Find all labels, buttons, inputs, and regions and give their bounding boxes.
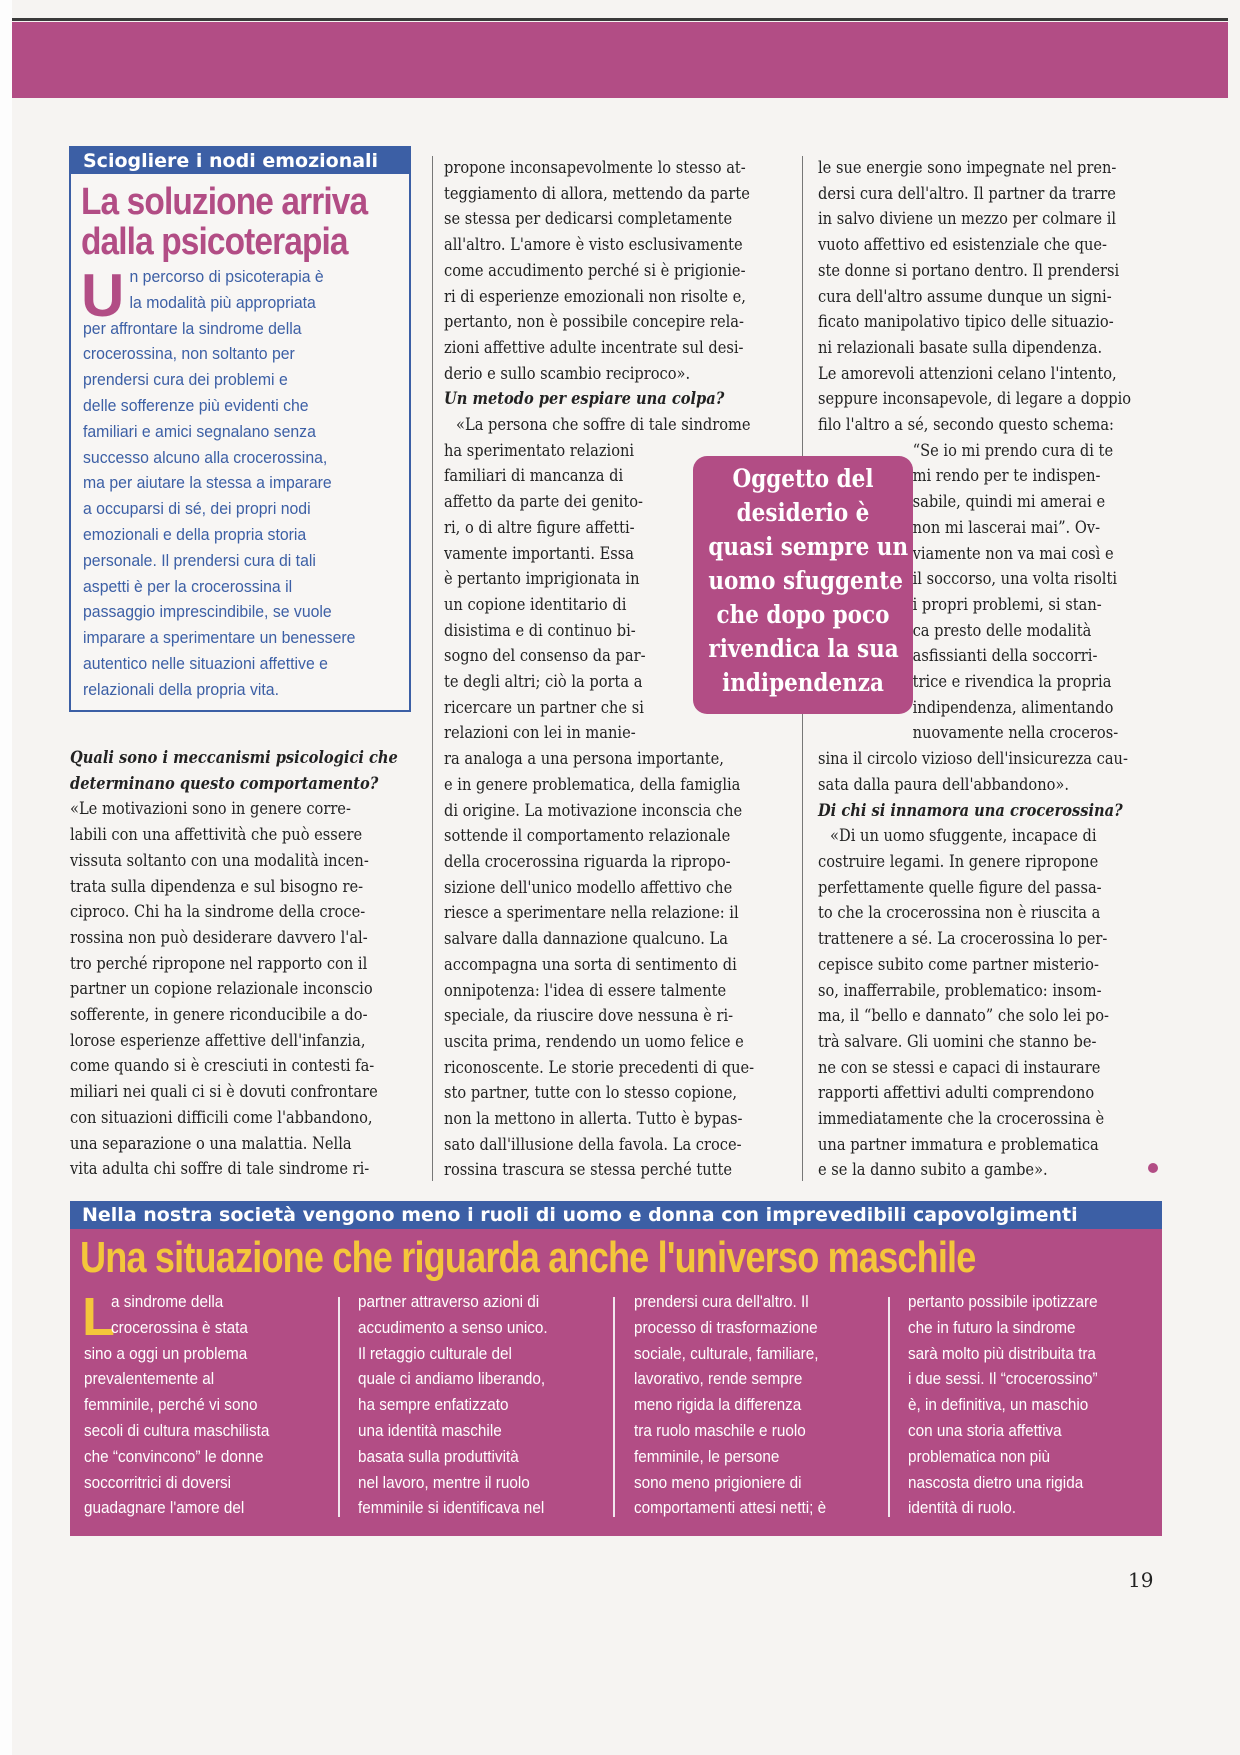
end-of-article-dot	[1148, 1163, 1158, 1173]
text-line: prendersi cura dell'altro. Il	[634, 1292, 809, 1311]
box-line: ma per aiutare la stessa a imparare	[83, 473, 332, 493]
text-line: seppure inconsapevole, di legare a doppio	[818, 389, 1132, 410]
text-line: ha sperimentato relazioni	[444, 440, 635, 461]
text-line: sogno del consenso da par-	[444, 646, 646, 667]
text-line: cura dell'altro assume dunque un signi-	[818, 286, 1112, 307]
box-line: n percorso di psicoterapia è	[129, 267, 324, 286]
box-line: passaggio imprescindibile, se vuole	[83, 602, 332, 622]
text-line: ricercare un partner che si	[444, 697, 644, 718]
bottom-column-3	[634, 1289, 874, 1521]
text-line: vamente importanti. Essa	[444, 543, 635, 564]
bottom-box-universo-maschile	[70, 1201, 1162, 1536]
text-line: riesce a sperimentare nella relazione: il	[444, 903, 739, 924]
text-line: sato dall'illusione della favola. La croce-	[444, 1134, 742, 1155]
top-rule	[12, 18, 1228, 21]
box-line: imparare a sperimentare un benessere	[83, 628, 356, 648]
text-line: perfettamente quelle figure del passa-	[818, 877, 1102, 898]
text-line: costruire legami. In genere ripropone	[818, 851, 1099, 872]
text-line: Il retaggio culturale del	[358, 1343, 512, 1363]
text-line: tro perché ripropone nel rapporto con il	[70, 953, 368, 974]
text-line: salvare dalla dannazione qualcuno. La	[444, 929, 728, 950]
pull-quote-line: quasi sempre un	[708, 532, 909, 561]
text-line: cepisce subito come partner misterio-	[818, 954, 1099, 975]
text-line: trattenere a sé. La crocerossina lo per-	[818, 929, 1108, 950]
text-line: sino a oggi un problema	[84, 1343, 248, 1363]
scan-edge	[0, 0, 12, 1755]
text-line: ma, il “bello e dannato” che solo lei po-	[818, 1006, 1109, 1027]
box-line: emozionali e della propria storia	[83, 524, 307, 544]
text-line: meno rigida la differenza	[634, 1395, 802, 1415]
column-1	[70, 746, 414, 1183]
text-line: nascosta dietro una rigida	[908, 1472, 1084, 1492]
text-line: è pertanto imprigionata in	[444, 569, 640, 590]
text-line: disistima e di continuo bi-	[444, 620, 636, 641]
text-line: lorose esperienze affettive dell'infanzia,	[70, 1030, 366, 1051]
bottom-column-divider	[613, 1297, 615, 1517]
box-line: prendersi cura dei problemi e	[83, 370, 288, 390]
text-line: processo di trasformazione	[634, 1317, 818, 1337]
column-divider	[432, 156, 433, 1181]
box-title-line: La soluzione arriva	[81, 181, 368, 223]
box-line: personale. Il prendersi cura di tali	[83, 550, 316, 570]
text-line: crocerossina è stata	[111, 1317, 248, 1337]
text-line: sizione dell'unico modello affettivo che	[444, 877, 733, 898]
text-line: se stessa per dedicarsi completamente	[444, 209, 733, 230]
text-line: in salvo diviene un mezzo per colmare il	[818, 209, 1117, 230]
box-line: relazionali della propria vita.	[83, 679, 279, 699]
text-line: ni relazionali basate sulla dipendenza.	[818, 337, 1103, 358]
text-line: zioni affettive adulte incentrate sul desi-	[444, 337, 744, 358]
text-line: una separazione o una malattia. Nella	[70, 1133, 352, 1154]
box-title	[81, 182, 371, 262]
text-line: to che la crocerossina non è riuscita a	[818, 903, 1101, 924]
text-line: ri di esperienze emozionali non risolte e,	[444, 286, 746, 307]
bottom-column-2	[358, 1289, 598, 1521]
text-line: sarà molto più distribuita tra	[908, 1343, 1096, 1363]
text-line: sono meno prigioniere di	[634, 1472, 802, 1492]
text-line: propone inconsapevolmente lo stesso at-	[444, 158, 746, 178]
text-line: comportamenti attesi netti; è	[634, 1498, 827, 1518]
text-line: indipendenza, alimentando	[912, 697, 1114, 718]
box-kicker: Sciogliere i nodi emozionali	[71, 148, 409, 174]
text-line: femminile, le persone	[634, 1446, 780, 1466]
text-line: lavorativo, rende sempre	[634, 1369, 803, 1389]
text-line: un copione identitario di	[444, 594, 627, 615]
text-line: i due sessi. Il “crocerossino”	[908, 1369, 1098, 1389]
text-line: femminile si identificava nel	[358, 1498, 545, 1518]
text-line: riconoscente. Le storie precedenti di que-	[444, 1057, 755, 1078]
text-line: basata sulla produttività	[358, 1446, 519, 1466]
pull-quote-line: che dopo poco	[716, 600, 890, 629]
text-line: trice e rivendica la propria	[912, 672, 1112, 693]
box-line: successo alcuno alla crocerossina,	[83, 447, 328, 467]
text-line: filo l'altro a sé, secondo questo schema:	[818, 415, 1114, 436]
text-line: «Di un uomo sfuggente, incapace di	[830, 826, 1097, 847]
text-line: partner attraverso azioni di	[358, 1292, 540, 1311]
text-line: onnipotenza: l'idea di essere talmente	[444, 980, 727, 1001]
text-line: della crocerossina riguarda la ripropo-	[444, 851, 731, 872]
text-line: soccorritrici di doversi	[84, 1472, 232, 1492]
sidebar-box-psicoterapia	[69, 146, 411, 712]
text-line: a sindrome della	[111, 1292, 224, 1311]
text-line: vissuta soltanto con una modalità incen-	[70, 850, 369, 871]
text-line: come quando si è cresciuti in contesti fa-	[70, 1056, 375, 1077]
bottom-column-4	[908, 1289, 1148, 1521]
text-line: non la mettono in allerta. Tutto è bypas-	[444, 1109, 743, 1130]
text-line: asfissianti della soccorri-	[912, 646, 1098, 667]
text-line: vuoto affettivo ed esistenziale che que-	[818, 235, 1107, 256]
question-heading: Un metodo per espiare una colpa?	[444, 389, 725, 410]
box-title-line: dalla psicoterapia	[81, 221, 348, 263]
text-line: sottende il comportamento relazionale	[444, 826, 731, 847]
text-line: e in genere problematica, della famiglia	[444, 774, 741, 795]
text-line: sata dalla paura dell'abbandono».	[818, 774, 1070, 795]
bottom-column-divider	[888, 1297, 890, 1517]
text-line: mi rendo per te indispen-	[912, 466, 1101, 487]
box-line: crocerossina, non soltanto per	[83, 344, 295, 364]
pull-quote-line: uomo sfuggente	[708, 566, 903, 595]
text-line: nel lavoro, mentre il ruolo	[358, 1472, 530, 1492]
box-line: delle sofferenze più evidenti che	[83, 395, 309, 415]
text-line: problematica non più	[908, 1446, 1051, 1466]
text-line: te degli altri; ciò la porta a	[444, 672, 643, 693]
text-line: che “convincono” le donne	[84, 1446, 264, 1466]
text-line: pertanto, non è possibile concepire rela-	[444, 312, 744, 333]
box-line: la modalità più appropriata	[129, 292, 316, 312]
text-line: speciale, da riuscire dove nessuna è ri-	[444, 1006, 734, 1027]
text-line: trà salvare. Gli uomini che stanno be-	[818, 1031, 1097, 1052]
page-number: 19	[1128, 1568, 1154, 1592]
text-line: “Se io mi prendo cura di te	[912, 440, 1114, 461]
text-line: ciproco. Chi ha la sindrome della croce-	[70, 902, 366, 923]
text-line: i propri problemi, si stan-	[912, 594, 1102, 615]
text-line: sabile, quindi mi amerai e	[912, 492, 1106, 513]
text-line: non mi lascerai mai”. Ov-	[912, 517, 1101, 538]
bottom-dropcap: L	[82, 1287, 115, 1347]
text-line: affetto da parte dei genito-	[444, 492, 643, 513]
text-line: relazioni con lei in manie-	[444, 723, 636, 744]
text-line: con una storia affettiva	[908, 1420, 1062, 1440]
bottom-column-1	[84, 1289, 324, 1521]
text-line: sociale, culturale, familiare,	[634, 1343, 819, 1363]
text-line: rossina non può desiderare davvero l'al-	[70, 927, 368, 948]
box-line: a occuparsi di sé, dei propri nodi	[83, 499, 311, 519]
pull-quote-line: desiderio è	[736, 498, 870, 527]
text-line: di origine. La motivazione inconscia che	[444, 800, 743, 821]
text-line: uscita prima, rendendo un uomo felice e	[444, 1031, 744, 1052]
text-line: sina il circolo vizioso dell'insicurezza cau-	[818, 749, 1128, 770]
text-line: prevalentemente al	[84, 1369, 215, 1389]
box-dropcap: U	[81, 262, 125, 329]
text-line: nuovamente nella croceros-	[912, 723, 1119, 744]
text-line: familiari di mancanza di	[444, 466, 624, 487]
text-line: con situazioni difficili come l'abbandono,	[70, 1107, 373, 1128]
text-line: secoli di cultura maschilista	[84, 1420, 270, 1440]
text-line: accompagna una sorta di sentimento di	[444, 954, 737, 975]
pull-quote	[693, 456, 913, 714]
text-line: so, inafferrabile, problematico: insom-	[818, 980, 1102, 1001]
text-line: femminile, perché vi sono	[84, 1395, 258, 1415]
box-line: aspetti è per la crocerossina il	[83, 576, 293, 596]
text-line: Le amorevoli attenzioni celano l'intento,	[818, 363, 1117, 384]
question-heading: determinano questo comportamento?	[70, 773, 379, 794]
pull-quote-line: rivendica la sua	[708, 634, 899, 663]
text-line: viamente non va mai così e	[912, 543, 1114, 564]
header-band	[12, 22, 1228, 98]
bottom-title: Una situazione che riguarda anche l'universo maschile	[80, 1233, 976, 1282]
text-line: ri, o di altre figure affetti-	[444, 517, 635, 538]
text-line: ca presto delle modalità	[912, 620, 1092, 641]
text-line: il soccorso, una volta risolti	[912, 569, 1118, 590]
text-line: labili con una affettività che può essere	[70, 825, 363, 846]
text-line: quale ci andiamo liberando,	[358, 1369, 546, 1389]
text-line: «La persona che soffre di tale sindrome	[456, 415, 751, 436]
text-line: guadagnare l'amore del	[84, 1498, 245, 1518]
text-line: una partner immatura e problematica	[818, 1134, 1099, 1155]
text-line: tra ruolo maschile e ruolo	[634, 1420, 806, 1440]
text-line: ra analoga a una persona importante,	[444, 749, 724, 770]
text-line: che in futuro la sindrome	[908, 1317, 1076, 1337]
text-line: derio e sullo scambio reciproco».	[444, 363, 691, 384]
text-line: ste donne si portano dentro. Il prendersi	[818, 260, 1120, 281]
text-line: sto partner, tutte con lo stesso copione,	[444, 1083, 738, 1104]
bottom-kicker: Nella nostra società vengono meno i ruoli di uomo e donna con imprevedibili capovolgimenti	[70, 1201, 1162, 1229]
text-line: all'altro. L'amore è visto esclusivamente	[444, 235, 743, 256]
text-line: sofferente, in genere riconducibile a do-	[70, 1005, 368, 1026]
text-line: vita adulta chi soffre di tale sindrome ri-	[70, 1159, 370, 1180]
text-line: è, in definitiva, un maschio	[908, 1395, 1089, 1415]
text-line: «Le motivazioni sono in genere corre-	[70, 799, 351, 820]
text-line: accudimento a senso unico.	[358, 1317, 548, 1337]
text-line: come accudimento perché si è prigionie-	[444, 260, 746, 281]
text-line: ficato manipolativo tipico delle situazio-	[818, 312, 1114, 333]
text-line: immediatamente che la crocerossina è	[818, 1109, 1105, 1130]
pull-quote-line: Oggetto del	[732, 464, 874, 493]
text-line: trata sulla dipendenza e sul bisogno re-	[70, 876, 364, 897]
box-line: per affrontare la sindrome della	[83, 318, 302, 338]
text-line: rapporti affettivi adulti comprendono	[818, 1083, 1095, 1104]
text-line: una identità maschile	[358, 1420, 502, 1440]
bottom-column-divider	[338, 1297, 340, 1517]
text-line: ne con se stessi e capaci di instaurare	[818, 1057, 1101, 1078]
question-heading: Di chi si innamora una crocerossina?	[818, 800, 1123, 821]
text-line: e se la danno subito a gambe».	[818, 1160, 1048, 1181]
question-heading: Quali sono i meccanismi psicologici che	[70, 748, 398, 768]
text-line: dersi cura dell'altro. Il partner da trarre	[818, 183, 1116, 204]
text-line: miliari nei quali ci si è dovuti confrontare	[70, 1082, 378, 1103]
box-line: familiari e amici segnalano senza	[83, 421, 316, 441]
text-line: identità di ruolo.	[908, 1498, 1017, 1518]
text-line: rossina trascura se stessa perché tutte	[444, 1160, 733, 1181]
text-line: partner un copione relazionale inconscio	[70, 979, 373, 1000]
text-line: pertanto possibile ipotizzare	[908, 1292, 1098, 1311]
text-line: teggiamento di allora, mettendo da parte	[444, 183, 750, 204]
box-body	[83, 264, 403, 703]
box-line: autentico nelle situazioni affettive e	[83, 653, 328, 673]
text-line: le sue energie sono impegnate nel pren-	[818, 158, 1117, 178]
pull-quote-line: indipendenza	[722, 668, 884, 697]
text-line: ha sempre enfatizzato	[358, 1395, 509, 1415]
